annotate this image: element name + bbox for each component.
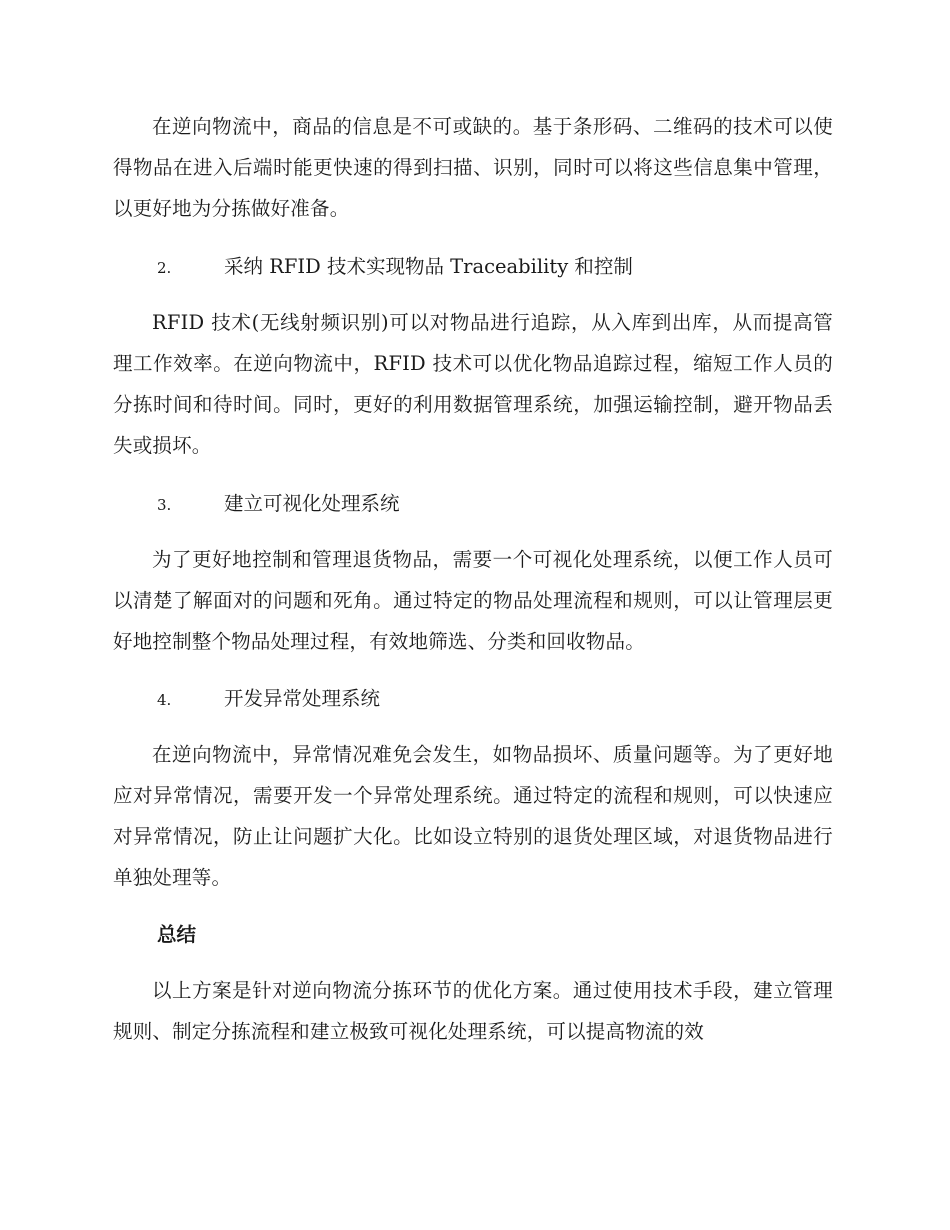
list-item-title: 采纳 RFID 技术实现物品 Traceability 和控制 bbox=[224, 255, 633, 278]
paragraph-summary: 以上方案是针对逆向物流分拣环节的优化方案。通过使用技术手段，建立管理规则、制定分拣流程和建立极致可视化处理系统，可以提高物流的效 bbox=[113, 979, 833, 1043]
paragraph-rfid: RFID 技术(无线射频识别)可以对物品进行追踪，从入库到出库，从而提高管理工作效率。在逆向物流中，RFID 技术可以优化物品追踪过程，缩短工作人员的分拣时间和待时间。同时，更好的利用数据管理系统，加强运输控制，避开物品丢失或损坏。 bbox=[113, 311, 833, 457]
list-number: 2. bbox=[157, 259, 172, 277]
paragraph-exception: 在逆向物流中，异常情况难免会发生，如物品损坏、质量问题等。为了更好地应对异常情况，需要开发一个异常处理系统。通过特定的流程和规则，可以快速应对异常情况，防止让问题扩大化。比如设立特别的退货处理区域，对退货物品进行单独处理等。 bbox=[113, 743, 833, 889]
list-number: 4. bbox=[157, 691, 172, 709]
list-item-rfid bbox=[157, 252, 633, 283]
paragraph-barcode: 在逆向物流中，商品的信息是不可或缺的。基于条形码、二维码的技术可以使得物品在进入后端时能更快速的得到扫描、识别，同时可以将这些信息集中管理，以更好地为分拣做好准备。 bbox=[113, 115, 833, 220]
summary-heading: 总结 bbox=[157, 923, 197, 946]
list-item-exception bbox=[157, 684, 380, 715]
paragraph-visualization: 为了更好地控制和管理退货物品，需要一个可视化处理系统，以便工作人员可以清楚了解面对的问题和死角。通过特定的物品处理流程和规则，可以让管理层更好地控制整个物品处理过程，有效地筛选、分类和回收物品。 bbox=[113, 548, 833, 653]
list-item-title: 开发异常处理系统 bbox=[224, 687, 381, 710]
list-item-visualization bbox=[157, 489, 400, 520]
list-item-title: 建立可视化处理系统 bbox=[224, 492, 400, 515]
list-number: 3. bbox=[157, 496, 172, 514]
